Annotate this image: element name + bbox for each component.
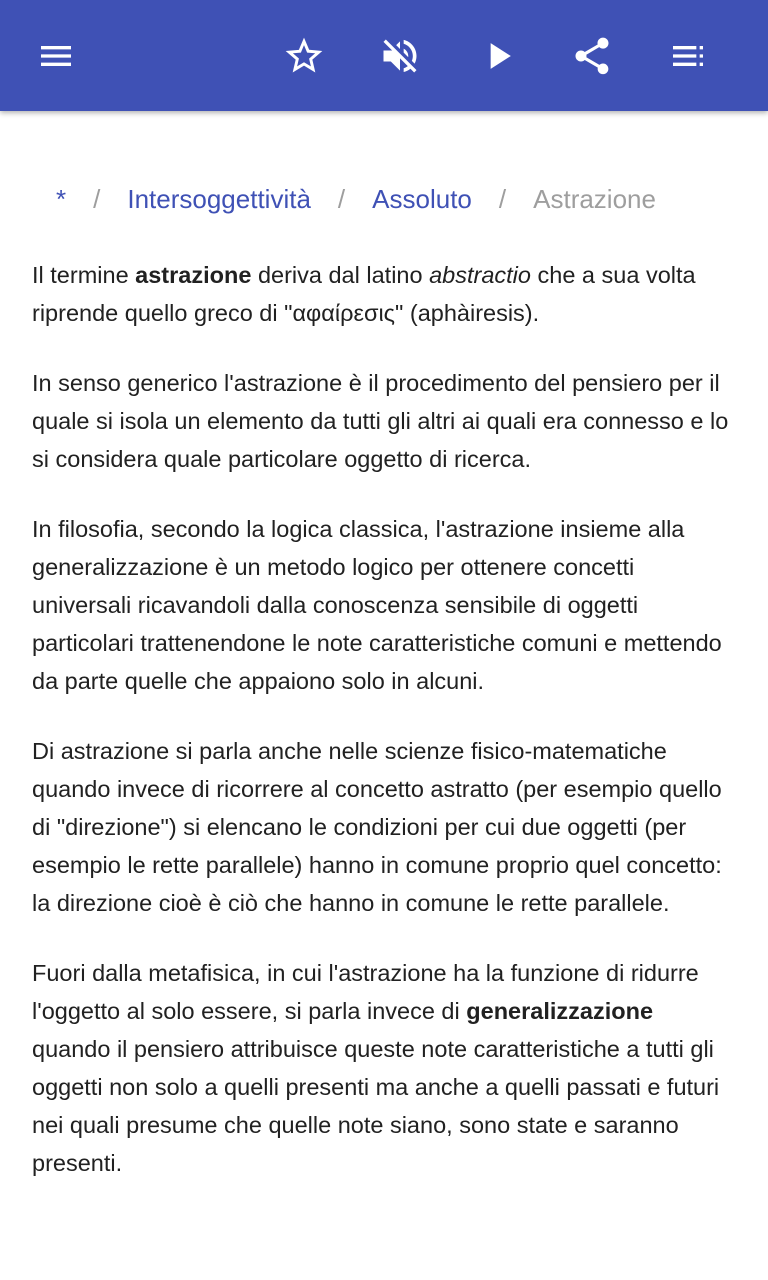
paragraph-text: che a sua volta riprende quello greco di "αφαίρεσις" (aphàiresis). — [32, 262, 696, 326]
paragraph-2: In senso generico l'astrazione è il procedimento del pensiero per il quale si isola un elemento da tutti gli altri ai quali era connesso e lo si considera quale particolare oggetto di ricerca. — [32, 370, 729, 472]
volume-off-icon — [378, 34, 422, 78]
paragraph-text: deriva dal latino — [251, 262, 430, 288]
breadcrumb-separator: / — [337, 184, 346, 214]
playlist-button[interactable] — [660, 28, 716, 84]
paragraph-text: Fuori dalla metafisica, in cui l'astrazione ha la funzione di ridurre l'oggetto al solo essere, si parla invece di — [32, 960, 699, 1024]
bold-term: generalizzazione — [466, 998, 654, 1024]
breadcrumb-item-intersoggettivita[interactable]: Intersoggettività — [127, 184, 311, 214]
paragraph-5 — [32, 954, 736, 1182]
paragraph-1 — [32, 256, 736, 332]
breadcrumb-home-link[interactable]: * — [56, 184, 67, 214]
app-toolbar — [0, 0, 768, 111]
bold-term: astrazione — [135, 262, 252, 288]
play-button[interactable] — [470, 28, 526, 84]
share-icon — [570, 34, 614, 78]
article-body — [32, 256, 736, 1214]
favorite-button[interactable] — [276, 28, 332, 84]
breadcrumb-separator: / — [498, 184, 507, 214]
paragraph-3: In filosofia, secondo la logica classica, l'astrazione insieme alla generalizzazione è un metodo logico per ottenere concetti universali ricavandoli dalla conoscenza sensibile di oggetti particolari trattenendone le note caratteristiche comuni e mettendo da parte quelle che appaiono solo in alcuni. — [32, 516, 722, 694]
menu-button[interactable] — [28, 28, 84, 84]
breadcrumb — [56, 181, 656, 217]
share-button[interactable] — [564, 28, 620, 84]
italic-term: abstractio — [429, 262, 531, 288]
breadcrumb-separator: / — [93, 184, 101, 214]
star-outline-icon — [282, 34, 326, 78]
menu-icon — [36, 36, 76, 76]
breadcrumb-current: Astrazione — [533, 184, 656, 214]
mute-button[interactable] — [372, 28, 428, 84]
play-icon — [476, 34, 520, 78]
paragraph-4: Di astrazione si parla anche nelle scienze fisico-matematiche quando invece di ricorrere al concetto astratto (per esempio quello di "direzione") si elencano le condizioni per cui due oggetti (per esempio le rette parallele) hanno in comune proprio quel concetto: la direzione cioè è ciò che hanno in comune le rette parallele. — [32, 738, 722, 916]
paragraph-text: quando il pensiero attribuisce queste note caratteristiche a tutti gli oggetti non solo a quelli presenti ma anche a quelli passati e futuri nei quali presume che quelle note siano, sono state e saranno presenti. — [32, 1036, 720, 1176]
paragraph-text: Il termine — [32, 262, 136, 288]
playlist-icon — [668, 36, 708, 76]
breadcrumb-item-assoluto[interactable]: Assoluto — [372, 184, 472, 214]
